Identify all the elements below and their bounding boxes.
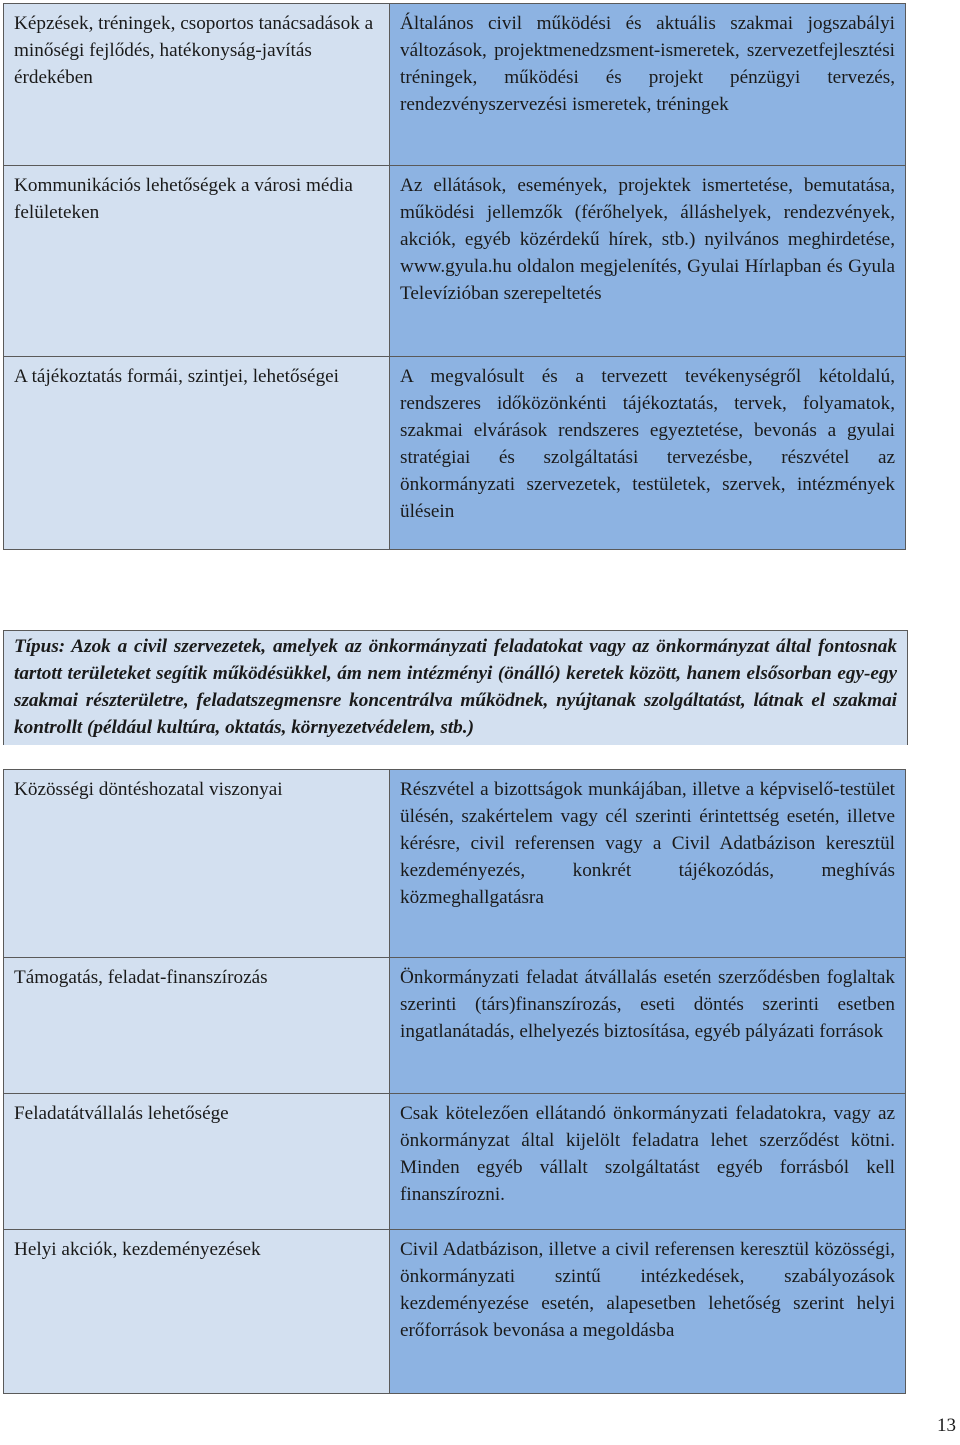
row-content: Önkormányzati feladat átvállalás esetén szerződésben foglaltak szerinti (társ)finanszírozás, eseti döntés szerinti esetben ingatlanátadás, elhelyezés biztosítása, egyéb pályázati források	[390, 958, 906, 1094]
row-label: A tájékoztatás formái, szintjei, lehetőségei	[4, 357, 390, 550]
table-row	[4, 166, 906, 357]
table-row	[4, 958, 906, 1094]
row-content: A megvalósult és a tervezett tevékenységről kétoldalú, rendszeres időközönkénti tájékoztatás, tervek, folyamatok, szakmai elvárások rendszeres egyeztetése, bevonás a gyulai stratégiai és szolgáltatási tervezésbe, részvétel az önkormányzati szervezetek, testületek, szervek, intézmények ülésein	[390, 357, 906, 550]
row-label: Képzések, tréningek, csoportos tanácsadások a minőségi fejlődés, hatékonyság-javítás érdekében	[4, 4, 390, 166]
page-number: 13	[937, 1415, 956, 1436]
row-content: Részvétel a bizottságok munkájában, illetve a képviselő-testület ülésén, szakértelem vagy cél szerinti érintettség esetén, illetve kérésre, civil referensen vagy a Civil Adatbázison keresztül kezdeményezés, konkrét tájékozódás, meghívás közmeghallgatásra	[390, 770, 906, 958]
table-row	[4, 357, 906, 550]
table-row	[4, 1230, 906, 1394]
services-table-top	[3, 3, 906, 550]
row-content: Csak kötelezően ellátandó önkormányzati feladatokra, vagy az önkormányzat által kijelölt feladatra lehet szerződést kötni. Minden egyéb vállalt szolgáltatást egyéb forrásból kell finanszírozni.	[390, 1094, 906, 1230]
type-heading: Típus: Azok a civil szervezetek, amelyek az önkormányzati feladatokat vagy az önkormányzat által fontosnak tartott területeket segítik működésükkel, ám nem intézményi (önálló) keretek között, hanem elsősorban egy-egy szakmai részterületre, feladatszegmensre koncentrálva működnek, nyújtanak szolgáltatást, látnak el szakmai kontrollt (például kultúra, oktatás, környezetvédelem, stb.)	[3, 630, 908, 745]
row-label: Feladatátvállalás lehetősége	[4, 1094, 390, 1230]
table-row	[4, 1094, 906, 1230]
row-label: Helyi akciók, kezdeményezések	[4, 1230, 390, 1394]
table-row	[4, 770, 906, 958]
row-content: Civil Adatbázison, illetve a civil referensen keresztül közösségi, önkormányzati szintű intézkedések, szabályozások kezdeményezése esetén, alapesetben lehetőség szerint helyi erőforrások bevonása a megoldásba	[390, 1230, 906, 1394]
row-content: Az ellátások, események, projektek ismertetése, bemutatása, működési jellemzők (férőhelyek, álláshelyek, rendezvények, akciók, egyéb közérdekű hírek, stb.) nyilvános meghirdetése, www.gyula.hu oldalon megjelenítés, Gyulai Hírlapban és Gyula Televízióban szerepeltetés	[390, 166, 906, 357]
row-content: Általános civil működési és aktuális szakmai jogszabályi változások, projektmenedzsment-ismeretek, szervezetfejlesztési tréningek, működési és projekt pénzügyi tervezés, rendezvényszervezési ismeretek, tréningek	[390, 4, 906, 166]
row-label: Kommunikációs lehetőségek a városi média felületeken	[4, 166, 390, 357]
row-label: Támogatás, feladat-finanszírozás	[4, 958, 390, 1094]
row-label: Közösségi döntéshozatal viszonyai	[4, 770, 390, 958]
services-table-bottom	[3, 769, 906, 1394]
table-row	[4, 4, 906, 166]
